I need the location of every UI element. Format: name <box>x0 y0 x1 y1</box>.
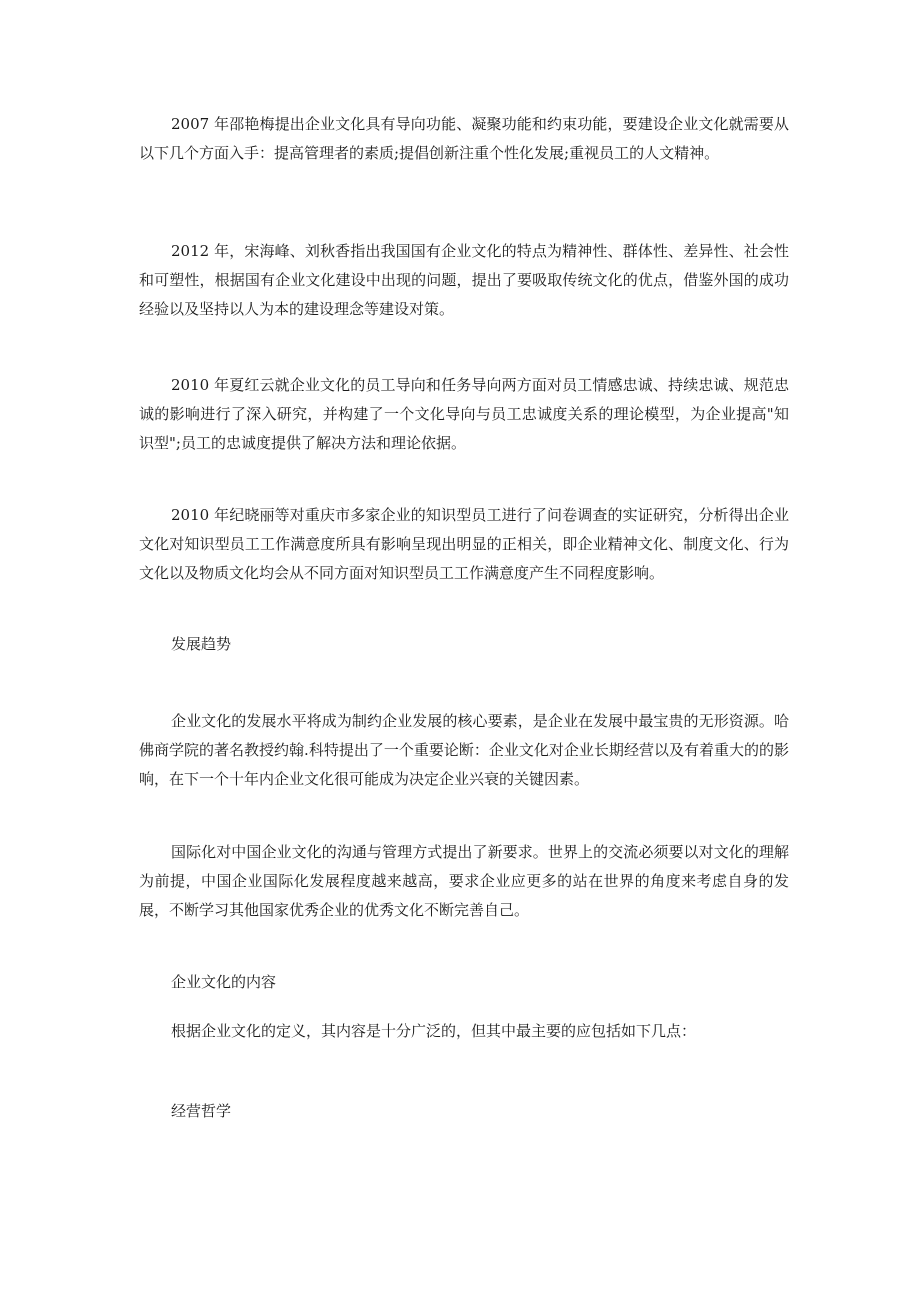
paragraph-shao-yanmei: 2007 年邵艳梅提出企业文化具有导向功能、凝聚功能和约束功能，要建设企业文化就需要从以下几个方面入手：提高管理者的素质;提倡创新注重个性化发展;重视员工的人文精神。 <box>139 115 789 162</box>
paragraph-song-haifeng: 2012 年，宋海峰、刘秋香指出我国国有企业文化的特点为精神性、群体性、差异性、社会性和可塑性，根据国有企业文化建设中出现的问题，提出了要吸取传统文化的优点，借鉴外国的成功经验以及坚持以人为本的建设理念等建设对策。 <box>139 242 789 318</box>
paragraph-definition: 根据企业文化的定义，其内容是十分广泛的，但其中最主要的应包括如下几点： <box>171 1022 697 1040</box>
paragraph-internationalization: 国际化对中国企业文化的沟通与管理方式提出了新要求。世界上的交流必须要以对文化的理解为前提，中国企业国际化发展程度越来越高，要求企业应更多的站在世界的角度来考虑自身的发展，不断学习其他国家优秀企业的优秀文化不断完善自己。 <box>139 843 789 919</box>
paragraph-xia-hongyun: 2010 年夏红云就企业文化的员工导向和任务导向两方面对员工情感忠诚、持续忠诚、规范忠诚的影响进行了深入研究，并构建了一个文化导向与员工忠诚度关系的理论模型，为企业提高"知识型";员工的忠诚度提供了解决方法和理论依据。 <box>139 376 789 452</box>
paragraph-ji-xiaoli: 2010 年纪晓丽等对重庆市多家企业的知识型员工进行了问卷调查的实证研究，分析得出企业文化对知识型员工工作满意度所具有影响呈现出明显的正相关，即企业精神文化、制度文化、行为文化以及物质文化均会从不同方面对知识型员工工作满意度产生不同程度影响。 <box>139 506 789 582</box>
paragraph-development-level: 企业文化的发展水平将成为制约企业发展的核心要素，是企业在发展中最宝贵的无形资源。哈佛商学院的著名教授约翰.科特提出了一个重要论断：企业文化对企业长期经营以及有着重大的的影响，在下一个十年内企业文化很可能成为决定企业兴衰的关键因素。 <box>139 712 789 788</box>
heading-development-trend: 发展趋势 <box>171 635 232 653</box>
heading-business-philosophy: 经营哲学 <box>171 1102 232 1120</box>
heading-culture-content: 企业文化的内容 <box>171 973 277 991</box>
